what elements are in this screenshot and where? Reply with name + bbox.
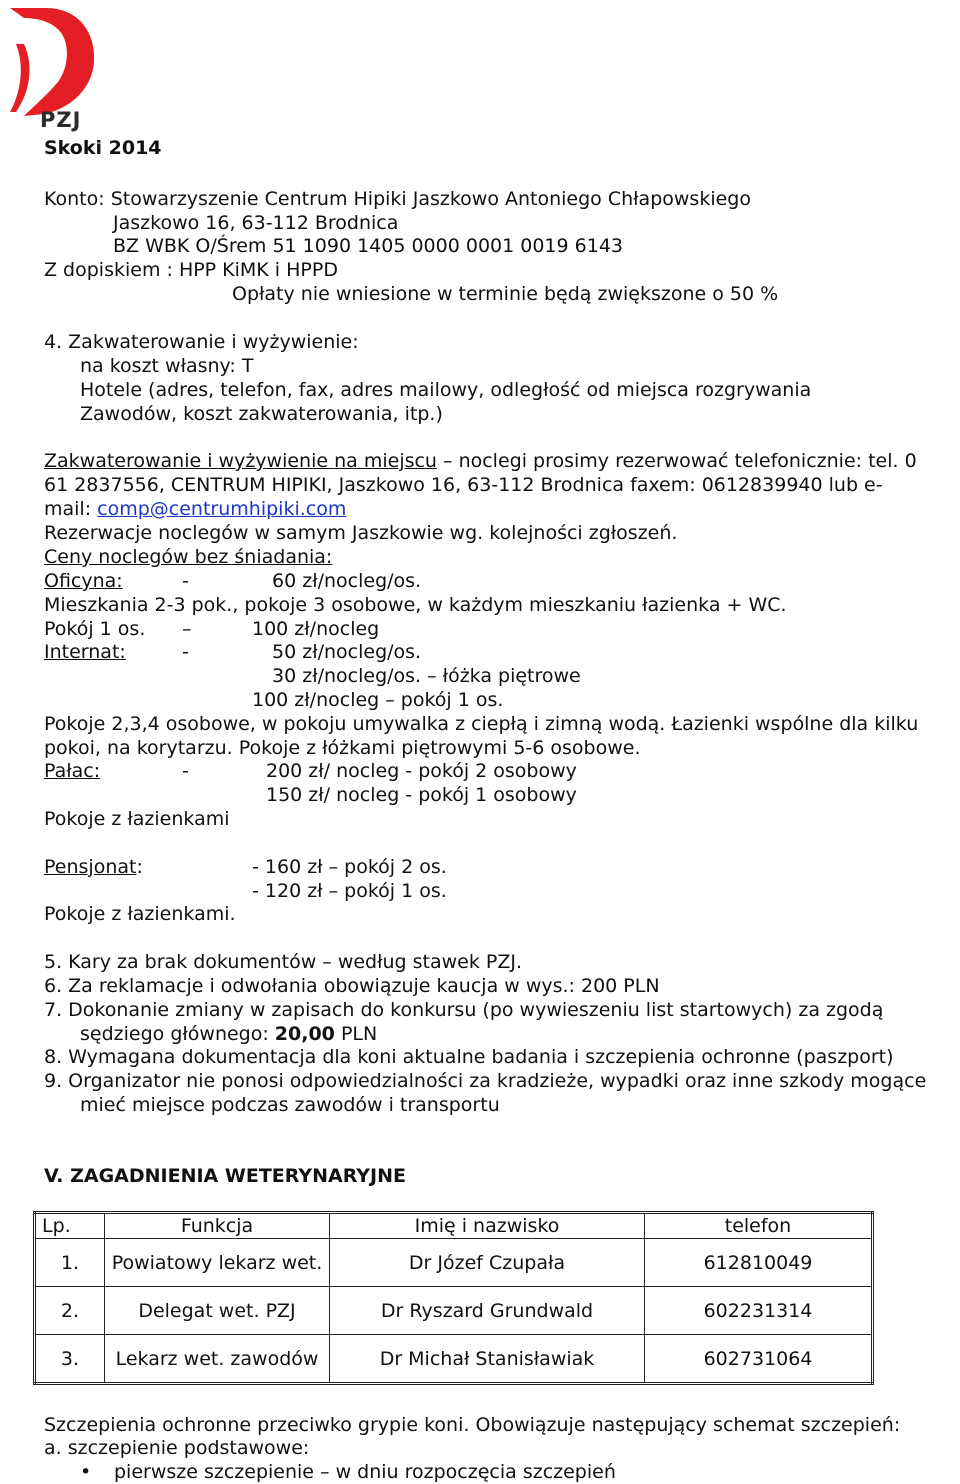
accom-line-1 xyxy=(44,449,917,473)
internat-label: Internat: xyxy=(44,641,126,663)
vacc-bullet-1: pierwsze szczepienie – w dniu rozpoczęcia szczepień xyxy=(114,1461,616,1483)
internat-price-3: 100 zł/nocleg – pokój 1 os. xyxy=(252,689,504,711)
accom-line-4: Rezerwacje noclegów w samym Jaszkowie wg. kolejności zgłoszeń. xyxy=(44,522,678,544)
item-5: 5. Kary za brak dokumentów – według stawek PZJ. xyxy=(44,951,523,973)
pokoj-price: 100 zł/nocleg xyxy=(252,618,380,640)
konto-line-5: Opłaty nie wniesione w terminie będą zwiększone o 50 % xyxy=(232,283,779,305)
pensjonat-label: Pensjonat xyxy=(44,856,137,878)
logo-text: PZJ xyxy=(40,108,82,132)
palac-price-2: 150 zł/ nocleg - pokój 1 osobowy xyxy=(266,784,577,806)
internat-dash: - xyxy=(182,641,189,663)
page-title: Skoki 2014 xyxy=(44,137,162,159)
cell-funkcja: Powiatowy lekarz wet. xyxy=(105,1239,330,1287)
table-row xyxy=(35,1335,873,1384)
vet-heading: V. ZAGADNIENIA WETERYNARYJNE xyxy=(44,1165,407,1187)
konto-line-1: Konto: Stowarzyszenie Centrum Hipiki Jaszkowo Antoniego Chłapowskiego xyxy=(44,188,751,210)
palac-price-1: 200 zł/ nocleg - pokój 2 osobowy xyxy=(266,760,577,782)
internat-price-1: 50 zł/nocleg/os. xyxy=(272,641,422,663)
palac-dash: - xyxy=(182,760,189,782)
konto-line-2: Jaszkowo 16, 63-112 Brodnica xyxy=(113,212,399,234)
internat-price-2: 30 zł/nocleg/os. – łóżka piętrowe xyxy=(272,665,581,687)
cell-imie: Dr Ryszard Grundwald xyxy=(330,1287,645,1335)
vet-table xyxy=(33,1211,874,1385)
konto-line-3: BZ WBK O/Śrem 51 1090 1405 0000 0001 0019 6143 xyxy=(113,235,623,257)
palac-label: Pałac: xyxy=(44,760,101,782)
item-8: 8. Wymagana dokumentacja dla koni aktualne badania i szczepienia ochronne (paszport) xyxy=(44,1046,894,1068)
oficyna-label: Oficyna: xyxy=(44,570,123,592)
item-9-line-1: 9. Organizator nie ponosi odpowiedzialności za kradzieże, wypadki oraz inne szkody mogące xyxy=(44,1070,927,1092)
item4-line-4: Zawodów, koszt zakwaterowania, itp.) xyxy=(80,403,443,425)
table-row xyxy=(35,1287,873,1335)
pokoje-line-2: pokoi, na korytarzu. Pokoje z łóżkami piętrowymi 5-6 osobowe. xyxy=(44,737,641,759)
pensjonat-label-line xyxy=(44,855,143,879)
accom-line-3 xyxy=(44,497,346,521)
item4-line-1: 4. Zakwaterowanie i wyżywienie: xyxy=(44,331,359,353)
pokoj-label: Pokój 1 os. xyxy=(44,618,146,640)
oficyna-price: 60 zł/nocleg/os. xyxy=(272,570,422,592)
pensjonat-price-1: - 160 zł – pokój 2 os. xyxy=(252,856,447,878)
vacc-line-2: a. szczepienie podstawowe: xyxy=(44,1437,310,1459)
cell-telefon: 612810049 xyxy=(645,1239,873,1287)
item-9-line-2: mieć miejsce podczas zawodów i transportu xyxy=(80,1094,500,1116)
item-7-amount: 20,00 xyxy=(274,1023,335,1045)
pokoje-line-1: Pokoje 2,3,4 osobowe, w pokoju umywalka z ciepłą i zimną wodą. Łazienki wspólne dla kilku xyxy=(44,713,919,735)
col-lp: Lp. xyxy=(35,1213,105,1239)
cell-telefon: 602231314 xyxy=(645,1287,873,1335)
pensjonat-price-2: - 120 zł – pokój 1 os. xyxy=(252,880,447,902)
mieszkania-line: Mieszkania 2-3 pok., pokoje 3 osobowe, w każdym mieszkaniu łazienka + WC. xyxy=(44,594,787,616)
col-imie: Imię i nazwisko xyxy=(330,1213,645,1239)
konto-line-4: Z dopiskiem : HPP KiMK i HPPD xyxy=(44,259,338,281)
cell-imie: Dr Józef Czupała xyxy=(330,1239,645,1287)
item-7-suffix: PLN xyxy=(334,1023,378,1045)
pensjonat-note: Pokoje z łazienkami. xyxy=(44,903,236,925)
accom-line-1-rest: – noclegi prosimy rezerwować telefonicznie: tel. 0 xyxy=(436,450,917,472)
oficyna-dash: - xyxy=(182,570,189,592)
cell-lp: 3. xyxy=(35,1335,105,1384)
item4-line-3: Hotele (adres, telefon, fax, adres mailowy, odległość od miejsca rozgrywania xyxy=(80,379,812,401)
cell-imie: Dr Michał Stanisławiak xyxy=(330,1335,645,1384)
prices-heading: Ceny noclegów bez śniadania: xyxy=(44,546,333,568)
item-7-prefix: sędziego głównego: xyxy=(80,1023,275,1045)
accom-heading: Zakwaterowanie i wyżywienie na miejscu xyxy=(44,450,437,472)
table-row xyxy=(35,1239,873,1287)
email-link[interactable]: comp@centrumhipiki.com xyxy=(97,498,347,520)
email-prefix: mail: xyxy=(44,498,98,520)
item-6: 6. Za reklamacje i odwołania obowiązuje kaucja w wys.: 200 PLN xyxy=(44,975,660,997)
pzj-logo xyxy=(6,4,98,132)
col-telefon: telefon xyxy=(645,1213,873,1239)
cell-funkcja: Delegat wet. PZJ xyxy=(105,1287,330,1335)
cell-telefon: 602731064 xyxy=(645,1335,873,1384)
cell-lp: 2. xyxy=(35,1287,105,1335)
vacc-line-1: Szczepienia ochronne przeciwko grypie koni. Obowiązuje następujący schemat szczepień: xyxy=(44,1414,901,1436)
cell-lp: 1. xyxy=(35,1239,105,1287)
bullet-icon: • xyxy=(80,1461,92,1483)
cell-funkcja: Lekarz wet. zawodów xyxy=(105,1335,330,1384)
pokoj-dash: – xyxy=(182,618,192,640)
item4-line-2: na koszt własny: T xyxy=(80,355,254,377)
item-7-line-1: 7. Dokonanie zmiany w zapisach do konkursu (po wywieszeniu list startowych) za zgodą xyxy=(44,999,884,1021)
col-funkcja: Funkcja xyxy=(105,1213,330,1239)
accom-line-2: 61 2837556, CENTRUM HIPIKI, Jaszkowo 16, 63-112 Brodnica faxem: 0612839940 lub e- xyxy=(44,474,883,496)
vet-table-header xyxy=(35,1213,873,1239)
pensjonat-colon: : xyxy=(136,856,143,878)
palac-note: Pokoje z łazienkami xyxy=(44,808,230,830)
item-7-line-2 xyxy=(80,1022,377,1046)
